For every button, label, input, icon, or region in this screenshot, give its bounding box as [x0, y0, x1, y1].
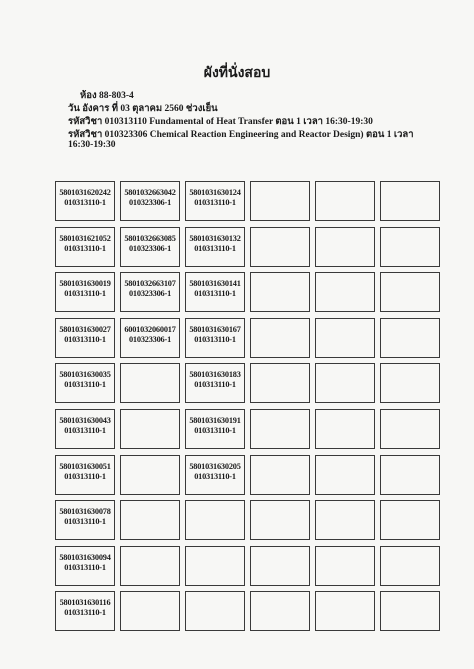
page-title: ผังที่นั่งสอบ: [203, 66, 271, 81]
course-1-info: รหัสวิชา 010313110 Fundamental of Heat Transfer ตอน 1 เวลา 16:30-19:30: [68, 117, 373, 127]
seat-cell: [380, 546, 440, 586]
student-id: 5801031630205: [189, 461, 241, 471]
seat-cell: [380, 363, 440, 403]
course-2-info: รหัสวิชา 010323306 Chemical Reaction Engineering and Reactor Design) ตอน 1 เวลา: [68, 130, 414, 140]
student-id: 5801032663085: [124, 233, 176, 243]
seat-cell: [250, 318, 310, 358]
student-id: 5801032663107: [124, 279, 176, 289]
course-section: 010313110-1: [194, 334, 236, 344]
course-section: 010323306-1: [128, 334, 172, 344]
seat-cell: [315, 409, 375, 449]
seat-cell: [120, 181, 180, 221]
seat-cell: [315, 591, 375, 631]
seat-cell: [55, 500, 115, 540]
seat-cell: [185, 455, 245, 495]
student-id: 5801031630183: [189, 370, 241, 380]
student-id: 5801031630116: [59, 598, 111, 608]
exam-date: วัน อังคาร ที่ 03 ตุลาคม 2560 ช่วงเย็น: [68, 104, 218, 114]
student-id: 5801031630141: [189, 279, 241, 289]
course-section: 010313110-1: [194, 425, 236, 435]
course-section: 010323306-1: [128, 198, 172, 207]
seat-cell: [185, 500, 245, 540]
student-id: 5801031630035: [59, 370, 111, 380]
course-section: 010313110-1: [64, 562, 106, 572]
student-id: 5801031630043: [59, 415, 111, 425]
student-id: 5801031630124: [189, 188, 241, 197]
student-id: 5801031630191: [189, 415, 241, 425]
course-section: 010313110-1: [194, 289, 236, 299]
student-id: 5801031630051: [59, 461, 111, 471]
seat-cell: [380, 591, 440, 631]
seat-cell: [380, 272, 440, 312]
seat-cell: [380, 409, 440, 449]
seat-cell: [55, 409, 115, 449]
seat-cell: [380, 318, 440, 358]
course-section: 010313110-1: [64, 243, 106, 253]
student-id: 5801031630132: [189, 233, 241, 243]
course-section: 010313110-1: [194, 243, 236, 253]
seat-cell: [120, 272, 180, 312]
seat-grid: [55, 181, 440, 631]
student-id: 5801031630019: [59, 279, 111, 289]
seat-cell: [55, 546, 115, 586]
seat-cell: [250, 546, 310, 586]
seat-cell: [120, 546, 180, 586]
seat-cell: [55, 455, 115, 495]
seat-cell: [185, 181, 245, 221]
seat-cell: [120, 227, 180, 267]
course-section: 010313110-1: [64, 608, 106, 618]
seat-cell: [55, 181, 115, 221]
seat-cell: [185, 409, 245, 449]
seat-cell: [120, 318, 180, 358]
student-id: 5801031630167: [189, 324, 241, 334]
course-section: 010323306-1: [128, 243, 172, 253]
course-section: 010313110-1: [64, 517, 106, 527]
course-section: 010313110-1: [64, 425, 106, 435]
seat-cell: [250, 272, 310, 312]
seat-cell: [315, 318, 375, 358]
course-2-time: 16:30-19:30: [68, 140, 116, 150]
course-section: 010313110-1: [194, 380, 236, 390]
seat-cell: [120, 591, 180, 631]
seat-cell: [55, 318, 115, 358]
course-section: 010313110-1: [64, 471, 106, 481]
course-section: 010323306-1: [128, 289, 172, 299]
course-section: 010313110-1: [64, 334, 106, 344]
seat-cell: [55, 272, 115, 312]
seat-cell: [380, 500, 440, 540]
course-section: 010313110-1: [64, 198, 106, 207]
seat-cell: [250, 181, 310, 221]
seat-cell: [185, 363, 245, 403]
seat-cell: [120, 500, 180, 540]
student-id: 5801031621052: [59, 233, 111, 243]
student-id: 6001032060017: [124, 324, 176, 334]
seat-cell: [120, 409, 180, 449]
student-id: 5801031620242: [59, 188, 111, 197]
seat-cell: [315, 546, 375, 586]
seat-cell: [315, 363, 375, 403]
student-id: 5801031630094: [59, 552, 111, 562]
seat-cell: [250, 363, 310, 403]
seat-cell: [185, 546, 245, 586]
seat-cell: [185, 591, 245, 631]
seat-cell: [250, 409, 310, 449]
seat-cell: [380, 455, 440, 495]
course-section: 010313110-1: [64, 380, 106, 390]
seat-cell: [55, 227, 115, 267]
student-id: 5801031630027: [59, 324, 111, 334]
seat-cell: [55, 363, 115, 403]
course-section: 010313110-1: [64, 289, 106, 299]
seat-cell: [315, 181, 375, 221]
seat-cell: [250, 591, 310, 631]
seat-cell: [315, 272, 375, 312]
course-section: 010313110-1: [194, 198, 236, 207]
seat-cell: [120, 363, 180, 403]
seat-cell: [380, 227, 440, 267]
seat-cell: [315, 500, 375, 540]
seat-cell: [185, 272, 245, 312]
course-section: 010313110-1: [194, 471, 236, 481]
seat-cell: [185, 318, 245, 358]
seat-cell: [315, 455, 375, 495]
seat-cell: [250, 227, 310, 267]
seat-cell: [55, 591, 115, 631]
seat-cell: [380, 181, 440, 221]
student-id: 5801032663042: [124, 188, 176, 197]
seat-cell: [250, 455, 310, 495]
room-label: ห้อง 88-803-4: [80, 91, 134, 101]
seat-cell: [315, 227, 375, 267]
seat-cell: [250, 500, 310, 540]
seat-cell: [120, 455, 180, 495]
seat-cell: [185, 227, 245, 267]
student-id: 5801031630078: [59, 507, 111, 517]
